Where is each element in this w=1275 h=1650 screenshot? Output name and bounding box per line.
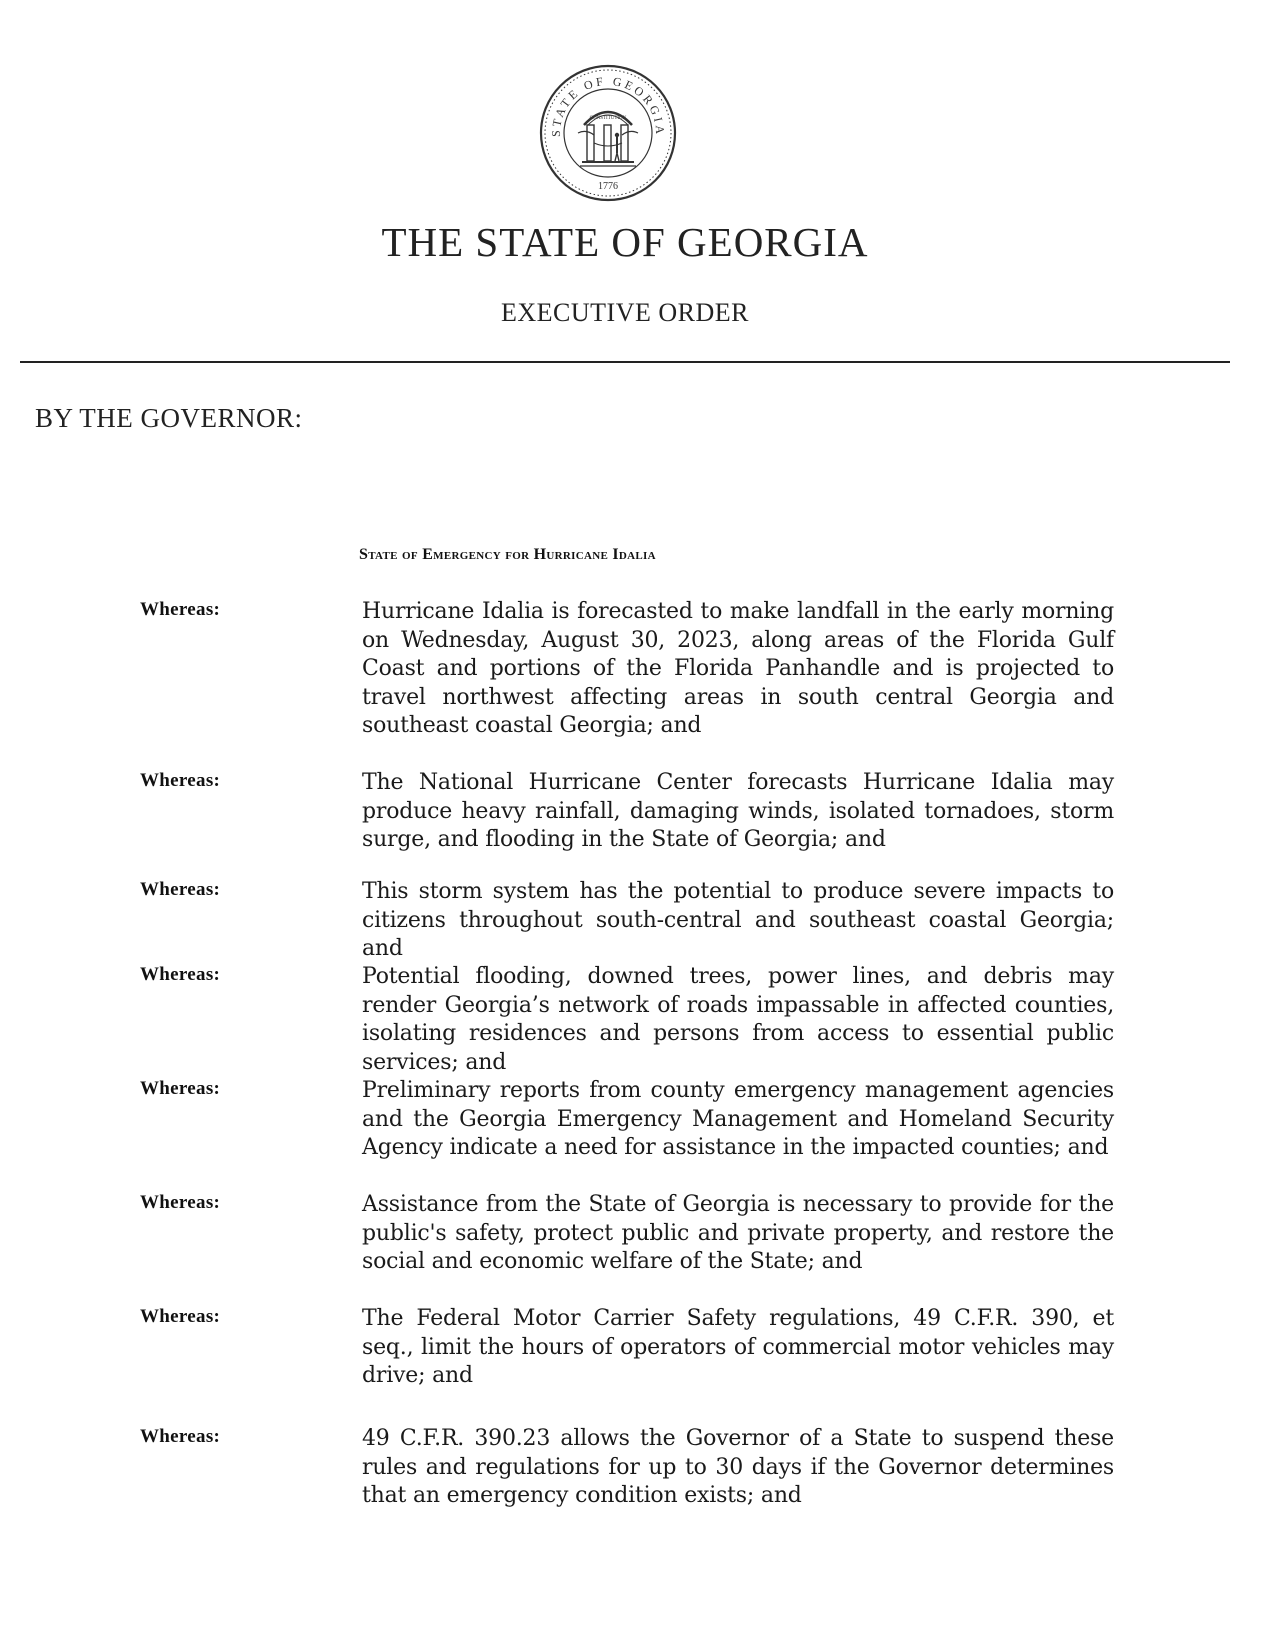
state-title: THE STATE OF GEORGIA: [381, 219, 869, 265]
by-the-governor-line: BY THE GOVERNOR:: [35, 403, 303, 433]
order-heading-text: State of Emergency for Hurricane Idalia: [359, 546, 656, 563]
seal-ring-text: STATE OF GEORGIA: [548, 73, 668, 138]
order-heading: [359, 546, 656, 564]
whereas-text: Potential flooding, downed trees, power lines, and debris may render Georgia’s network of roads impassable in affected counties, isolating residences and persons from access to essential public services; and: [362, 964, 1114, 1075]
whereas-text: This storm system has the potential to produce severe impacts to citizens throughout south-central and southeast coastal Georgia; and: [362, 879, 1114, 962]
seal-year: 1776: [598, 181, 618, 192]
whereas-label: Whereas:: [140, 879, 221, 900]
svg-text:STATE OF GEORGIA: [549, 74, 667, 137]
whereas-text: Hurricane Idalia is forecasted to make landfall in the early morning on Wednesday, August 30, 2023, along areas of the Florida Gulf Coast and portions of the Florida Panhandle and is projected to travel northwest affecting areas in south central Georgia and southeast coastal Georgia; and: [362, 599, 1114, 739]
whereas-label: Whereas:: [140, 1306, 221, 1327]
header-divider: [20, 361, 1230, 363]
whereas-text: The National Hurricane Center forecasts Hurricane Idalia may produce heavy rainfall, damaging winds, isolated tornadoes, storm surge, and flooding in the State of Georgia; and: [362, 770, 1114, 853]
whereas-text: 49 C.F.R. 390.23 allows the Governor of a State to suspend these rules and regulations for up to 30 days if the Governor determines that an emergency condition exists; and: [362, 1426, 1114, 1509]
whereas-label: Whereas:: [140, 770, 221, 791]
whereas-label: Whereas:: [140, 964, 221, 985]
whereas-text: The Federal Motor Carrier Safety regulations, 49 C.F.R. 390, et seq., limit the hours of operators of commercial motor vehicles may drive; and: [362, 1306, 1114, 1389]
whereas-text: Assistance from the State of Georgia is necessary to provide for the public's safety, protect public and private property, and restore the social and economic welfare of the State; and: [362, 1192, 1114, 1275]
document-type-title: EXECUTIVE ORDER: [501, 298, 749, 327]
whereas-label: Whereas:: [140, 1078, 221, 1099]
whereas-text: Preliminary reports from county emergency management agencies and the Georgia Emergency Management and Homeland Security Agency indicate a need for assistance in the impacted counties; and: [362, 1078, 1114, 1161]
whereas-label: Whereas:: [140, 599, 221, 620]
seal-inner-text: CONSTITUTION: [589, 116, 627, 121]
georgia-state-seal: [538, 63, 678, 203]
whereas-label: Whereas:: [140, 1192, 221, 1213]
whereas-label: Whereas:: [140, 1426, 221, 1447]
